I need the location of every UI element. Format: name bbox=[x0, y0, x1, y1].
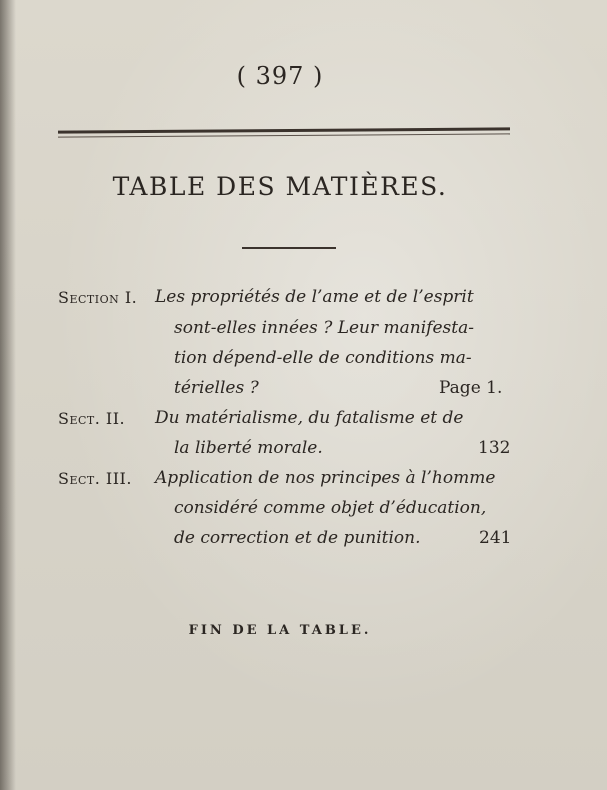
toc-entry-label: Section I. bbox=[58, 288, 138, 307]
header-rule-thin bbox=[58, 133, 510, 137]
header-rule bbox=[58, 127, 510, 133]
toc-entry-line: Du matérialisme, du fatalisme et de bbox=[155, 408, 464, 428]
toc-entry-line: de correction et de punition. bbox=[174, 528, 421, 548]
page-number: ( 397 ) bbox=[236, 62, 324, 90]
toc-entry-line: considéré comme objet d’éducation, bbox=[174, 498, 487, 518]
toc-entry-line: térielles ? bbox=[174, 378, 259, 398]
toc-entry-page: Page 1. bbox=[439, 378, 503, 398]
title-rule bbox=[242, 247, 336, 249]
toc-entry-page: 241 bbox=[479, 528, 512, 548]
toc-entry-label: Sect. III. bbox=[58, 469, 132, 488]
toc-entry-label: Sect. II. bbox=[58, 409, 126, 428]
toc-entry-line: sont-elles innées ? Leur manifesta- bbox=[174, 318, 474, 338]
end-of-table: FIN DE LA TABLE. bbox=[188, 623, 372, 638]
toc-entry-line: la liberté morale. bbox=[174, 438, 323, 458]
toc-entry-line: Les propriétés de l’ame et de l’esprit bbox=[155, 287, 474, 307]
binding-shadow bbox=[0, 0, 16, 790]
toc-entry-line: Application de nos principes à l’homme bbox=[155, 468, 496, 488]
toc-entry-page: 132 bbox=[478, 438, 511, 458]
toc-entry-line: tion dépend-elle de conditions ma- bbox=[174, 348, 472, 368]
page-title: TABLE DES MATIÈRES. bbox=[112, 172, 448, 201]
